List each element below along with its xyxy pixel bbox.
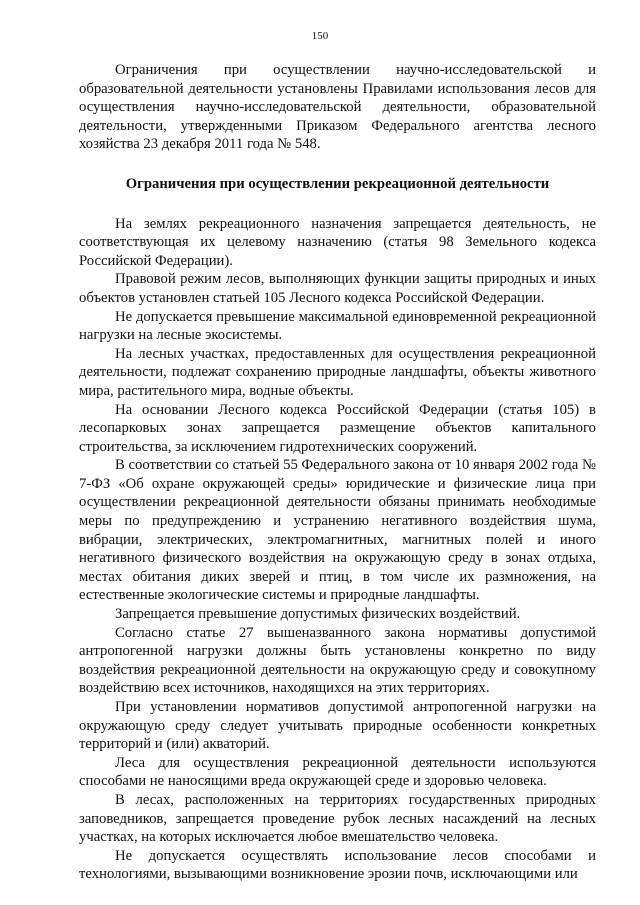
section-heading: Ограничения при осуществлении рекреационной деятельности	[125, 175, 550, 192]
body-paragraph: Согласно статье 27 вышеназванного закона нормативы допустимой антропогенной нагрузки должны быть установлены конкретно по виду воздействия рекреационной деятельности на окружающую среду и совокупному воздействию всех источников, находящихся на этих территориях.	[79, 624, 596, 697]
body-paragraph: Не допускается превышение максимальной единовременной рекреационной нагрузки на лесные экосистемы.	[79, 308, 596, 344]
body-paragraph: Не допускается осуществлять использование лесов способами и технологиями, вызывающими возникновение эрозии почв, исключающими или	[79, 847, 596, 883]
body-paragraph: В соответствии со статьей 55 Федерального закона от 10 января 2002 года № 7-ФЗ «Об охране окружающей среды» юридические и физические лица при осуществлении рекреационной деятельности обязаны принимать необходимые меры по предупреждению и устранению негативного воздействия шума, вибрации, электрических, электромагнитных, магнитных полей и иного негативного физического воздействия на окружающую среду в зонах отдыха, местах обитания диких зверей и птиц, в том числе их размножения, на естественные экологические системы и природные ландшафты.	[79, 457, 596, 604]
intro-paragraph: Ограничения при осуществлении научно-исследовательской и образовательной деятельности установлены Правилами использования лесов для осуществления научно-исследовательской деятельности, образовательной деятельности, утвержденными Приказом Федерального агентства лесного хозяйства 23 декабря 2011 года № 548.	[79, 62, 596, 153]
body-paragraph: Леса для осуществления рекреационной деятельности используются способами не наносящими вреда окружающей среде и здоровью человека.	[79, 754, 596, 790]
body-paragraph: Правовой режим лесов, выполняющих функции защиты природных и иных объектов установлен статьей 105 Лесного кодекса Российской Федерации.	[79, 271, 596, 306]
body-paragraph: При установлении нормативов допустимой антропогенной нагрузки на окружающую среду следует учитывать природные особенности конкретных территорий и (или) акваторий.	[79, 699, 596, 753]
body-paragraph: На основании Лесного кодекса Российской Федерации (статья 105) в лесопарковых зонах запрещается размещение объектов капитального строительства, за исключением гидротехнических сооружений.	[79, 401, 596, 455]
body-paragraph: Запрещается превышение допустимых физических воздействий.	[115, 606, 521, 623]
body-paragraph: На землях рекреационного назначения запрещается деятельность, не соответствующая их целевому назначению (статья 98 Земельного кодекса Российской Федерации).	[79, 215, 596, 269]
page-content	[79, 61, 596, 884]
body-paragraph: В лесах, расположенных на территориях государственных природных заповедников, запрещается проведение рубок лесных насаждений на лесных участках, на которых исключается любое вмешательство человека.	[79, 791, 596, 846]
body-paragraph: На лесных участках, предоставленных для осуществления рекреационной деятельности, подлежат сохранению природные ландшафты, объекты животного мира, растительного мира, водные объекты.	[79, 345, 596, 399]
page-number: 150	[311, 30, 329, 42]
